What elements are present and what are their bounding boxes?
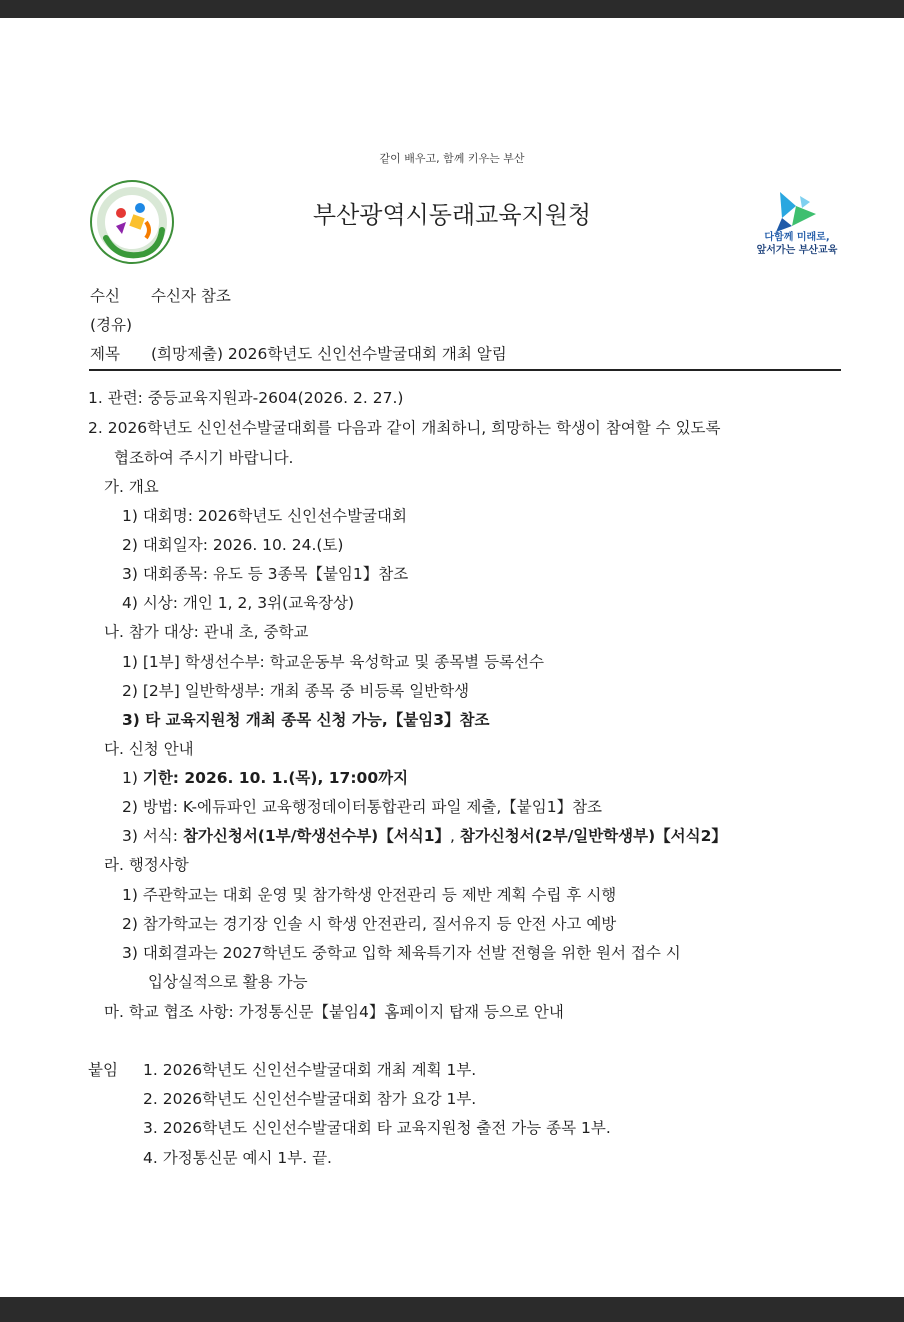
attachment-item: 2. 2026학년도 신인선수발굴대회 참가 요강 1부.: [143, 1090, 477, 1108]
da-item-1-number: 1): [122, 769, 143, 787]
section-ga-item-1: 1) 대회명: 2026학년도 신인선수발굴대회: [122, 507, 407, 525]
via-label: (경유): [90, 316, 133, 334]
bottom-navigation-bar: [0, 1297, 904, 1322]
attachments-label: 붙임: [88, 1061, 118, 1079]
recipient-label: 수신: [90, 287, 120, 305]
da-item-3-form-1: 참가신청서(1부/학생선수부)【서식1】: [182, 827, 450, 845]
section-ga-item-3: 3) 대회종목: 유도 등 3종목【붙임1】참조: [122, 565, 409, 583]
organization-name: 부산광역시동래교육지원청: [312, 201, 592, 229]
top-status-bar: [0, 0, 904, 18]
section-na-item-2: 2) [2부] 일반학생부: 개최 종목 중 비등록 일반학생: [122, 682, 470, 700]
section-ra-item-3-line-1: 3) 대회결과는 2027학년도 중학교 입학 체육특기자 선발 전형을 위한 원서 접수 시: [122, 944, 681, 962]
section-na-title: 나. 참가 대상: 관내 초, 중학교: [104, 623, 309, 641]
da-item-3-prefix: 3) 서식:: [122, 827, 183, 845]
section-ra-title: 라. 행정사항: [104, 856, 189, 874]
subject-label: 제목: [90, 345, 120, 363]
section-da-item-2: 2) 방법: K-에듀파인 교육행정데이터통합관리 파일 제출,【붙임1】참조: [122, 798, 603, 816]
section-ga-title: 가. 개요: [104, 478, 159, 496]
recipient-value: 수신자 참조: [151, 287, 231, 305]
paragraph-2-line-2: 협조하여 주시기 바랍니다.: [114, 449, 294, 467]
section-ra-item-3-line-2: 입상실적으로 활용 가능: [148, 973, 308, 991]
paragraph-1: 1. 관련: 중등교육지원과-2604(2026. 2. 27.): [88, 389, 404, 407]
da-item-3-form-2: 참가신청서(2부/일반학생부)【서식2】: [459, 827, 727, 845]
attachment-item: 1. 2026학년도 신인선수발굴대회 개최 계획 1부.: [143, 1061, 477, 1079]
subject-value: (희망제출) 2026학년도 신인선수발굴대회 개최 알림: [151, 345, 507, 363]
da-item-1-deadline: 기한: 2026. 10. 1.(목), 17:00까지: [142, 769, 409, 787]
header-divider: [89, 369, 841, 371]
section-ga-item-2: 2) 대회일자: 2026. 10. 24.(토): [122, 536, 344, 554]
section-da-item-1: [122, 768, 408, 788]
da-item-3-separator: ,: [450, 827, 460, 845]
section-ma: 마. 학교 협조 사항: 가정통신문【붙임4】홈페이지 탑재 등으로 안내: [104, 1003, 564, 1021]
section-da-item-3: [122, 826, 727, 846]
attachment-item: 3. 2026학년도 신인선수발굴대회 타 교육지원청 출전 가능 종목 1부.: [143, 1119, 611, 1137]
section-da-title: 다. 신청 안내: [104, 740, 194, 758]
slogan-line-2: 앞서가는 부산교육: [756, 245, 838, 256]
attachment-item: 4. 가정통신문 예시 1부. 끝.: [143, 1149, 332, 1167]
section-na-item-1: 1) [1부] 학생선수부: 학교운동부 육성학교 및 종목별 등록선수: [122, 653, 544, 671]
paragraph-2-line-1: 2. 2026학년도 신인선수발굴대회를 다음과 같이 개최하니, 희망하는 학생이 참여할 수 있도록: [88, 419, 721, 437]
section-ga-item-4: 4) 시상: 개인 1, 2, 3위(교육장상): [122, 594, 355, 612]
motto: 같이 배우고, 함께 키우는 부산: [379, 152, 525, 165]
section-na-item-3: 3) 타 교육지원청 개최 종목 신청 가능,【붙임3】참조: [122, 711, 490, 729]
section-ra-item-1: 1) 주관학교는 대회 운영 및 참가학생 안전관리 등 제반 계획 수립 후 시행: [122, 886, 617, 904]
section-ra-item-2: 2) 참가학교는 경기장 인솔 시 학생 안전관리, 질서유지 등 안전 사고 예방: [122, 915, 617, 933]
slogan-line-1: 다함께 미래로,: [764, 232, 830, 243]
